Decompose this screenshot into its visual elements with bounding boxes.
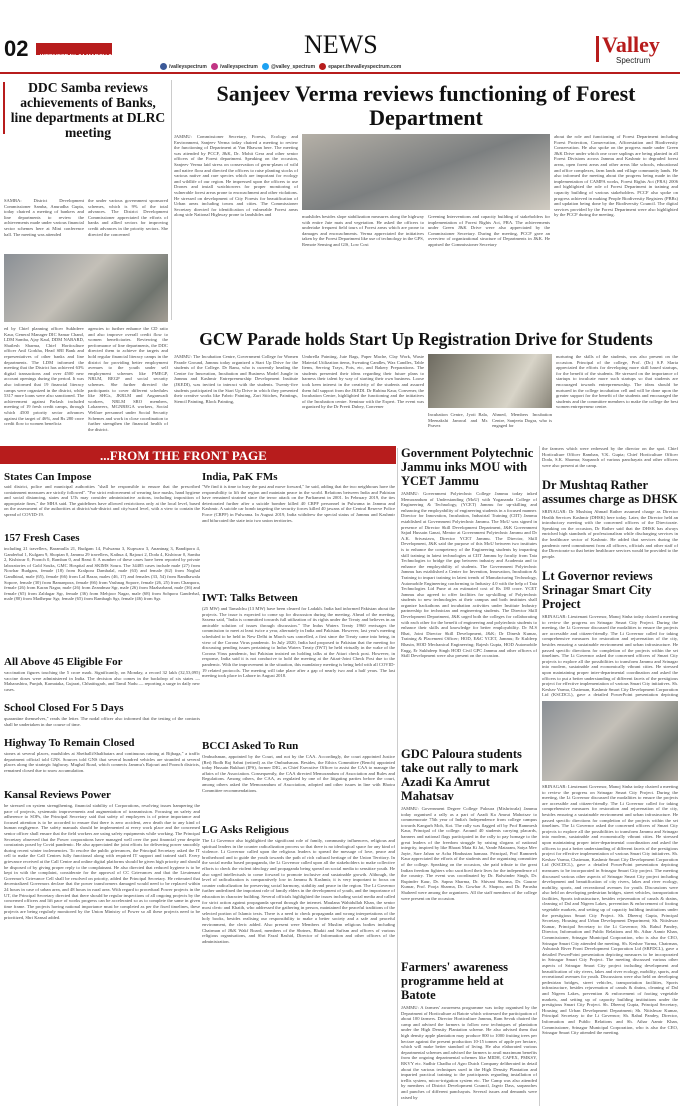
story-title: Farmers' awareness programme held at Batote	[401, 960, 509, 1002]
story-title: LG Asks Religious	[202, 824, 289, 836]
story-title: Government Polytechnic Jammu inks MOU with YCET Jammu	[401, 446, 534, 488]
story-text: (25 MW) and Tamalchu (13 MW) have been cleared for Ladakh. India had informed Pakistan about the projects. The issue is expected to come up for discussion during the meeting. Ahead of the meeting, Saxena said, "India is committed towards full utilization of its rights under the Treaty and believes in an amicable solution of issues through discussion." The Indus Waters Treaty 1960 envisages the commission to meet at least twice a year, alternately in India and Pakistan. However, last year's meeting scheduled to be held in New Delhi in March was cancelled, a first since the Treaty came into being, in view of the Corona Virus pandemic. In July 2020, India had proposed to Pakistan that the meeting for discussing pending issues pertaining to Indus Waters Treaty (IWT) be held virtually in the wake of the Corona Virus pandemic, but Pakistan insisted on holding talks at the Attari check post. However, in response, India said it is not conducive to hold the meeting at the Attari-Joint Check Post due to the pandemic. With the improvement in the situation, this mandatory meeting is being held with all COVID-19 related protocols. The meeting will take place after a gap of nearly two and a half years. The last meeting took place in Lahore in August 2018.	[202, 606, 395, 679]
left-story-text: agencies to further enhance the CD ratio and also improve overall credit flow to women beneficiaries. Reviewing the performance of line departments, the DDC directed them to achieve the targets and hold regular financial literacy camps in the district for providing better employment avenues to the youth under self employment schemes like PMEGP, NRLM, REGP and social security schemes. She further directed the participants to cover different schedules like SHGs, JKRLM and Anganwadi workers, NRLM SRO members, Lokanvers, MGNREGA workers, Social Welfare personnel under Social Security Schemes and work in close coordination to further strengthen the financial health of the district.	[88, 326, 168, 432]
section-title: NEWS	[304, 30, 378, 59]
front-page-banner	[0, 446, 396, 464]
story-title: GDC Paloura students take out rally to mark Azadi Ka Amrut Mahatsav	[401, 747, 522, 803]
story-title: IWT: Talks Between	[202, 592, 298, 604]
page-number: 02	[4, 36, 29, 61]
story-text: Ombudsman, appointed by the Court, and not by the CAA. Accordingly, the court appointed Justice (Ret) Bodh Raj Sahni (retired) as the Ombudsman. Besides, the Ethics Committee (Bench) appointed today Hussain Bukhari (IPS), former DIG, as Chief Executive Officer to assist the CAA to manage the affairs of the Association. Consequently, the CAA directed Memorandum of Association and Rules and Regulations. Among others, the CAA, as regulated by one of the litigating parties before the court, among others asked the Memorandum of Association, adopted and other issues in line with Bhotra Committee recommendations.	[202, 754, 395, 793]
story-text: SRINAGAR: Dr Mushtaq Ahmad Rather assumed charge as Director Health Services Kashmir (DHSK) here today. Later, the Director held an introductory meeting with the concerned officers of the Directorate. Speaking on the occasion, Dr Rather said that the DHSK has always enriched high standards of professionalism while discharging services in the healthcare sector of Kashmir. He added that services during the pandemic need commitment from all officers, officials and other staff of the Directorate so that better healthcare services would be provided to the people.	[542, 509, 678, 559]
front-page-label: ...FROM THE FRONT PAGE	[100, 448, 267, 463]
masthead	[0, 0, 680, 70]
gcw-caption: Incubation Centre, Jyoti Bala, Meenakshi Jamwal and Mr. Pravez	[428, 412, 488, 429]
story-text: stones at several places, mudslides at Shetballi/Shaltbatars and continuous raining at Bijbaga," a traffic department official told GNS. Sources told GNS that several hundred vehicles are stranded at several places along the strategic highway. Mughal Road, which connects Jammu's Rajouri and Poonch districts, remained closed due to snow accumulation.	[4, 751, 200, 773]
story-text: JAMMU: A farmers' awareness programme was today organised by the Department of Horticulture at Batote which witnessed the participation of about 100 farmers. Director Horticulture Jammu, Ram Sevak chaired the camp and advised the farmers to follow new techniques of plantation under the High Density Plantation scheme. He also advised them that high density apple plantation may produce 800 to 1000 fruiting trees per hectare against the present production 10-15 tonnes of apple per hectare, which will make better standard of living. He also elaborated various departmental schemes and advised the farmers to avail maximum benefits from the ongoing departmental schemes like MIDH, CAPEX, PMKSY, RKVY etc. Sudhir Chadha of Agro Dutch Company deliberated in detail about the various techniques used in the High Density Plantation and imparted practical training to the participants regarding installation of trellis system, micro-irrigation system etc. The Camp was also attended by members of District Development Council, Jagvir Dass, sarpanches and punches of different panchayats. Several issues and demands were raised by	[401, 1005, 537, 1100]
gcw-story-text: Umbrella Painting, Jute Bags, Paper Mache, Clay Work, Waste Material Utilization items, Sweating Candles, Wax Candles, Table Items, Serving Trays, Pots, etc, and Bakery Preparations. The students presented their ideas regarding their future plans to harness their talent by way of starting their own business. Loose took keen interest in the creativity of the students and assured them full support from the JKEDI. Dr Rubina Kaur, Convener, the Incubation Centre, highlighted the functioning and the initiatives of the Incubation centre. Seminar with the Expert. The event was organized by the Dr Preeti Dubey, Convener	[302, 354, 424, 410]
left-story-text: ed by Chief planning officer Sukhdeev Kaur, General Manager DIC Samar Chand, LDM Samba, Ajay Kaul, DDM NABARD, Shailesh Sharma, Chief Horticulture officer Anil Gorkha, Head SBI Bank and representatives of other banks and line departments. The LDM informed the meeting that the District has achieved 63% digital transactions and over 4500 new account openings during the period. It was also informed that 19 financial literacy camps were organized in the district, while 5317 more loans were also sanctioned. The achievement against Parlash included meeting of 19 fresh credit camps, through which 4500 priority sector advances against the target of 46%, and Rs 280 crore credit flow to women beneficia	[4, 326, 84, 427]
story-text: the farmers which were redressed by the director on the spot. Chief Horticulture Officer Ramban, V.K. Gupta; Chief Horticulture Officer Doda, S.K. Sharma; Sarpanch of various panchayats and other officers were also present at the camp.	[542, 446, 678, 468]
story-title: School Closed For 5 Days	[4, 702, 124, 714]
logo-bar	[596, 36, 599, 62]
story-text: said district, police and municipal authorities "shall be responsible to ensure that the prescribed containment measures are strictly followed". "For strict enforcement of wearing face masks, hand hygiene and social distancing, states and UTs may consider administrative actions, including imposition of appropriate fines," the MHA said. The guidelines have allowed restrictions only at the local level, based on the assessment of the authorities at district/sub-district and city/ward level, with a view to contain the spread of COVID-19.	[4, 484, 200, 517]
gcw-headline: GCW Parade holds Start Up Registration Drive for Students	[199, 329, 653, 349]
story-text: SRINAGAR: Lieutenant Governor, Manoj Sinha today chaired a meeting to review the progress on Srinagar Smart City Project. During the meeting, the Lt Governor discussed the modalities to ensure the projects are accessible and citizen-friendly. The Lt Governor called for taking comprehensive measures for restoration and rejuvenation of the city, besides ensuring a sustainable environment and urban infrastructure. He passed specific directions for completion of the projects within the set timelines. The Lt Governor asked the concerned officers of Smart City projects to explore all the possibilities to transform Jammu and Srinagar into modern, sustainable and economically vibrant cities. He stressed upon maintaining proper inter-departmental coordination and asked the officers to put a better understanding of different facets of the prestigious project for effective implementation of various Smart City initiatives. Sh. Keshav Varma, Chairman, Kashmir Smart City Development Corporation Ltd (KSCDCL), gave a detailed PowerPoint presentation depicting measures to be incorporated in Srinagar Smart City project. The meeting discussed various other aspects of Srinagar Smart City project including development and beautification of city rivers, lakes and river ecology, mobility, sports, and recreational avenues for youth. Discussions were also held on developing pedestrian bridges, street vehicles, transportation facilities, Sports infrastructure, besides rejuvenation of canals & drains, cleaning of Dal and Nigeen Lakes, prevention & enforcement of footing vegetable markets, and setting up of capacity building institutions under the prestigious Smart City Project. Sh. Dheeraj Gupta, Principal Secretary, Housing and Urban Development Department; Sh. Nitishwar Kumar, Principal Secretary to the Lt Governor; Sh. Rahul Pandey, Director, Information and Public Relations and Sh. Athar Aamir Khan, Commissioner, Srinagar Municipal Corporation, who is also the CEO, Srinagar Smart City attended the meeting. Sh. Keshav Varma, Chairman, Ashutosh River Front Development Corporation Ltd (SRFDCL), gave a detailed PowerPoint presentation depicting measures to be incorporated in Srinagar Smart City Project. The meeting discussed various other aspects of Srinagar Smart City project including development and beautification of city rivers, lakes and river ecology, mobility, sports, and recreational avenues for youth. Discussions were also held on developing pedestrian bridges, street vehicles, transportation facilities, Sports infrastructure, besides rejuvenation of canals & drains, cleaning of Dal and Nigeen Lakes, prevention & enforcement of footing vegetable markets, and setting up of capacity building institutions under the prestigious Smart City Project. Sh. Dheeraj Gupta, Principal Secretary, Housing and Urban Development Department; Sh. Nitishwar Kumar, Principal Secretary to the Lt Governor; Sh. Rahul Pandey, Director, Information and Public Relations and Sh. Athar Aamir Khan, Commissioner, Srinagar Municipal Corporation, who is also the CEO, Srinagar Smart City attended the meeting.	[542, 784, 678, 1036]
story-title: Lt Governor reviews Srinagar Smart City Project	[542, 569, 653, 611]
main-headline: Sanjeev Verma reviews functioning of Forest Department	[216, 81, 636, 130]
logo-sub: Spectrum	[616, 56, 651, 65]
gcw-photo	[428, 354, 552, 408]
epaper-icon	[319, 63, 326, 70]
story-text: "We find it is time to bury the past and move forward," he said, adding that the two neighbours have the responsibility to lift the region and maintain peace in the world. Relations between India and Pakistan have remained strained since the terror attack on the Parliament in 2001. In February 2019, the ties deteriorated further after a suicide bomber killed 40 CRPF personnel in Pulwama in Jammu and Kashmir. A suicide car bomb targeting the security forces killed 40 jawans of the Central Reserve Police Force (CRPF) in Pulwama. In August 2019, India withdrew the special status of Jammu and Kashmir and bifurcated the state into two union territories.	[202, 484, 395, 523]
story-title: Highway To Remain Closed	[4, 737, 135, 749]
header-rule	[0, 72, 680, 74]
main-story-text: JAMMU: Commissioner Secretary, Forests, Ecology and Environment, Sanjeev Verma today chaired a meeting to review the functioning of Department at Van Bhawan here. The meeting was attended by PCCF, J&K, Dr. Mohit Gera and other senior officers of the Forest department. Speaking on the occasion, Sanjeev Verma laid stress on conservation of germ-plasm of wild and native flora and directed the officers to raise planting stocks of various native and rare species which are important for ecology and wildlife of our region. He impressed upon the officers to use Drones and install watchtowers for proper monitoring of vulnerable forest areas prone to encroachment and other violations. He stressed on development of City Forests for beautification of Urban areas including towns and cities. The Commissioner Secretary directed for identification of vulnerable Forest areas along side National Highway prone to landslides and	[174, 134, 298, 218]
logo-main: Valley	[602, 32, 660, 57]
left-story-text: the under various government sponsored schemes, which is 9% of the total advances. The District Development Commissioner appreciated the efforts of banks and allied sectors for improving credit advances in the priority sectors. She directed the concerned	[88, 198, 168, 237]
logo	[596, 34, 676, 68]
story-text: quarantine themselves," reads the letter. The nodal officer also informed that the testing of the contacts shall be undertaken in due course of time.	[4, 716, 200, 727]
left-story-bar	[3, 82, 5, 134]
left-story-headline: DDC Samba reviews achievements of Banks, line departments at DLRC meeting	[10, 80, 166, 140]
story-title: Dr Mushtaq Rather assumes charge as DHSK	[542, 478, 678, 506]
main-story-text: about the role and functioning of Forest Department including Forest Protection, Conservation, Afforestation and Biodiversity Conservation. He also spoke on the progress made under Green J&K Drive under which one crore saplings are being planted in all Forest Divisions across Jammu and Kashmir to degraded forest areas, open forest areas and other areas like schools, educational and office complexes, farm lands and village community lands. He also informed the meeting about the progress being made in the implementation of CAMPA works, Forest Rights Act (FRA) 2006 and highlighted the role of Forest Department in training and capacity building of various stakeholders. PCCF also spoke on progress achieved in making People Biodiversity Registers (PBRs) and updation being done by the Biodiversity Council. The digital services provided by the Forest Department were also highlighted by the PCCF during the meeting.	[554, 134, 678, 218]
column-divider	[397, 448, 398, 1106]
left-story-text: SAMBA: District Development Commissioner Samba, Anuradha Gupta, today chaired a meeting of bankers and line departments to review the achievements made under various financial sector schemes here at Mini conference hall. The meeting was attended	[4, 198, 84, 237]
gcw-caption: Ahmed, Members Incubation Centre, Sanjeeta Dogra, who is engaged for	[492, 412, 552, 429]
front-col-c	[401, 446, 537, 1106]
story-text: JAMMU: Government Polytechnic College Jammu today inked Memorandum of Understanding (MoU) with Yogananda College of Engineering & Technology, (YCET) Jammu for up-skilling and enhancing the employability of engineering students in a focused manner. Director for Innovation, Incubation, Industrial Training (CIIT) Jammu established at Government Polytechnic Jammu. The MoU was signed in presence of Director Skill Development Department, J&K Government Sajad Hussain Ganai, Mentor at Government Polytechnic Jammu and Dr A.K. Srivastava, Director YCET Jammu. The Director, Skill Development, J&K said the purpose of this MoU between two institutes is to enhance the competency of the Engineering students by imparting skill training in latest technologies at CIIT Jammu by faculty from Tata Technologies to bridge the gap between industry and Academia and to enhance the employability of students. The Government Polytechnic Jammu has established a Center for Invention, Innovation, Incubation & Training to impart training in latest trends of Manufacturing Technology, Automobile Engineering conforming to Industry 4.0 with the help of Tata Technologies Ltd Pune at an estimated cost of Rs 180 crore. YCET Jammu also agreed to offer facilities for up-skilling of Polytechnic students to new technologies at their campus and both institutes shall organize hackathons and incubation activities under Institute Industry partnership for technician and engineering students. The Director Skill Development Department, J&K urged both the colleges for collaborating with each other for the benefit of engineering and polytechnic students to enhance their skills and knowledge for better employability. Dr M.S Bhat, Joint Director Skill Development, J&K; Dr Dinesh Kumar, Training & Placement Officer; HOD, E&C YCET, Jammu; Er Kuldeep Bhasin, HOD Mechanical Engineering; Rajesh Gupta, HOD Automobile Engg, Er Sukhdeep Singh HOD Civil GPC Jammu and other officers of Skill Development were also present on the occasion.	[401, 491, 537, 659]
story-text: including 21 travellers, Baramulla 21, Budgam 14, Pulwama 3, Kupwara 3, Anantnag 3, Bandipora 4, Ganderbal 1, Kulgam 9, Shopian 0, Jammu 29 travellers, Kathua 4, Rajouri 2, Doda 4, Kishtwar 0, Samba 2, Kishtwar 0, Poonch 0, Ramban 0, and Reasi 0. A number of these cases have been reported by private laboratories of Gold Souks, GMC Hospital and SKIMS Soura. The 34485 cases include male (27) from Nowhar Budgam, female (18) from Kralpora Damhalal, male (63) and female (62) from Noghal Gandhinal, male (65), female (66) from Lal Bazar, males (46, 17) and females (33, 54) from Randhawala Sopore, female (30) from Bamanpora, female (66) from Vashnag Sopore, female (26, 25) from Chanpora, female (26) from Karan Nagar, male (26) from Zeandmar Sgr, male (26) from Mazharband, male (36) and female (65) from Zaldagar Sgr, female (36) from Mehjoor Nagar, male (68) from Sohpora Ganderbal, male (80) from Madhepur Sgr, female (65) from Rambagh Sgr, female (46) from Sgr.	[4, 546, 200, 602]
column-divider	[539, 446, 540, 1106]
instagram-icon	[211, 63, 218, 70]
story-text: The Lt Governor also highlighted the significant role of family, community influencers, religious and spiritual leaders in the counter radicalization process so that there is no ideological space for any kind of violence. Lt Governor called upon the religious leaders to spread the message of love, peace and brotherhood and to guide the youth towards the path of rich cultural heritage of the Union Territory. In the social media based propaganda, the Lt Governor called upon all the stakeholders to make collective efforts to check the violent ideology and propaganda being spread on social media to sensitize youth. He also urged intellectuals to come forward to promote inclusive and sustainable growth. Although, the level of radicalization is comparatively low in Jammu & Kashmir, it is very important to focus on counter radicalization for preserving social harmony, stability and peace in the region. The Lt Governor further underlined the important role of family elders in the development of youth, and the importance of education in character building. Several officials highlighted the issues including social media and called for strict action against propaganda spread through the internet. Maulana Wahidullah Khan, the senior most cleric and Khatib, who addressed the gathering in person, maintained the peaceful traditions of the selected portion of Islamic texts. There is a need to check propaganda and wrong interpretations of the holy books, besides realising our responsibility to make a better society and a safe and peaceful environment, the cleric added. Also present were Members of Muslim religious bodies including Chairman of J&K Wakf Board, members of the Shrines, Bhakti and Sufism and officers of various religious organisations, and Shri Fazal Rashid, Director of Information and other officers of the administration.	[202, 838, 395, 944]
facebook-icon	[160, 63, 167, 70]
story-text: JAMMU: Government Degree College Paloura (Mishriwala) Jammu today organised a rally as a part of Azadi Ka Amrut Mahotsav to commemorate 75th year of India's Independence from college campus towards Kangarh Moh, Kot. The rally was flagged off by Prof Rammesh Kaur, Principal of the college. Around 40 students carrying placards, banners and national flags participated in the rally to pay homage to the great leaders of the freedom struggle by raising slogans of national integrity, inspired by like Bharat Mata Ki Jai, Vande Mataram, Satya Mev Jayte, Sare Jahan se Acha Hindustan hamara. Principal, Prof Ramneek Kaur appreciated the efforts of the students and the organizing committee of the college. Speaking on the occasion, she paid tribute to the great Indian freedom fighters who sacrificed their lives for the independence of the country. The event was coordinated by Dr. Balwinder Singh, Dr. Rupinder Kaur, Dr. Sapna Sharma, Dr. Shivani Sharma, Dr. Gaurav Kumar, Prof. Pooja Sharma, Dr. Gowhar A. Shapoo, and Dr. Parasha Shaheed were among the organizers. All the staff members of the college were present on the occasion.	[401, 806, 537, 901]
story-text: vaccination figures touching the 5 crore mark. Significantly, on Monday, a record 32 lakh (32,53,095) vaccine doses were administered in India. The decision also comes in the backdrop of six states — Maharashtra, Punjab, Karnataka, Gujarat, Chhattisgarh, and Tamil Nadu — reporting a surge in daily new cases.	[4, 670, 200, 692]
left-story	[0, 76, 170, 438]
story-text: SRINAGAR: Lieutenant Governor, Manoj Sinha today chaired a meeting to review the progress on Srinagar Smart City Project. During the meeting, the Lt Governor discussed the modalities to ensure the projects are accessible and citizen-friendly. The Lt Governor called for taking comprehensive measures for restoration and rejuvenation of the city, besides ensuring a sustainable environment and urban infrastructure. He passed specific directions for completion of the projects within the set timelines. The Lt Governor asked the concerned officers of Smart City projects to explore all the possibilities to transform Jammu and Srinagar into modern, sustainable and economically vibrant cities. He stressed upon maintaining proper inter-departmental coordination and asked the officers to put a better understanding of different facets of the prestigious project for effective implementation of various Smart City initiatives. Sh. Keshav Varma, Chairman, Kashmir Smart City Development Corporation Ltd (KSCDCL), gave a detailed PowerPoint presentation depicting	[542, 614, 678, 698]
column-divider	[171, 80, 172, 320]
story-title: India, PaK FMs	[202, 471, 278, 483]
left-story-photo	[4, 254, 168, 322]
story-title: Kansal Reviews Power	[4, 789, 111, 801]
story-title: States Can Impose	[4, 471, 92, 483]
story-title: All Above 45 Eligible For	[4, 656, 123, 668]
front-col-d	[542, 446, 678, 1106]
story-title: 157 Fresh Cases	[4, 532, 80, 544]
date-bar: WEDNESDAY, 24 MARCH 2021	[36, 43, 112, 55]
main-story-text: mudslides besides slope stabilization measures along the highway with entire Jute mats and vegetation. He asked the officers to undertake frequent field tours of Forest areas which are prone to damages and encroachments. Verma appreciated the initiatives taken by the Forest Department like use of technology in the GPS, Remote Sensing and GIS, Low Cost	[302, 214, 424, 247]
main-story-text: Greening Interventions and capacity building of stakeholders for implementation of Forest Rights Act, FRA. The achievements under Green J&K Drive were also appreciated by the Commissioner Secretary. During the meeting, PCCF gave an overview of organizational structure of Departments in J&K. He apprised the Commissioner Secretary	[428, 214, 550, 247]
front-col-b	[202, 470, 395, 1106]
front-col-a	[4, 470, 200, 1106]
main-story-photo	[302, 134, 550, 210]
gcw-story-text: JAMMU: The Incubation Centre, Government College for Women Parade Ground, Jammu today organized a Start Up Drive for the students of the College. Dr Ranu, who is currently heading the Centre for Innovation, Incubation and Business Model Jungle in Jammu and Kashmir Entrepreneurship Development Institute (JKEDI), was invited to interact with the students. Twenty-five students participated in the Start Up Drive in which they presented their creative works like Fabric Painting, Zari Stitches, Paintings, Stencil Painting, Block Painting,	[174, 354, 298, 404]
smart-city-photo	[542, 701, 678, 781]
story-text: be stressed on system strengthening, financial stability of Corporations, resolving issues hampering the pace of projects, systematic improvements and augmentation of transmission. Focusing on safety and adherence to SOPs, the Principal Secretary said that safety of employees is of prime importance and focused attention is to be accorded to ensure that there is zero accident, zero death due to any kind of human negligence. The safety manuals should be implemented at every work place and the concerned senior officer shall ensure that the field workers are using safety equipments while working. The Principal Secretary observed that the Power corporations have managed well over the past financial year despite constraints posed by Covid pandemic. He also appreciated the joint efforts for delivering power smoothly during recent winter inclemencies. To resolve the public grievances, the Principal Secretary asked the IT cell to make the Call Centres fully functional along with required IT support and trained staff. Every grievance received at the Call Centre and online digital platforms should be given high priority and should be disposed of by giving proper reply to the complainant. He also directed that reduced hygiene is to be kept in with the complaint, considerate for the approval of CC Grievances and that the Lieutenant Governor's Grievance Cell shall be resolved on priority, added the Principal Secretary. He reiterated that decentralized Governors declare that the power transformers damaged would need to be replaced within 24 hours in case of urban area, and 48 hours in rural area. With regard to procedural Power projects in the UT, the Principal Secretary directed that there should be regular inspections of all ongoing projects by the concerned officers and lift pace of works progress can be accelerated so as to complete the same in given time frame. The projects having national importance must be completed as per the fixed timelines, these projects are being regularly monitored by the Union Ministry of Power so all these projects need to be prioritized, Shri Kansal added.	[4, 803, 200, 920]
story-title: BCCI Asked To Run	[202, 740, 299, 752]
twitter-icon	[262, 63, 269, 70]
gcw-story-text: nurturing the skills of the students, was also present on the occasion. Principal of the college, Prof. (Dr.) S.P. Slaria appreciated the efforts for developing more skill based startups, for the benefit of the students. He stressed on the importance of startups to inculcate more such startups so that students are encouraged towards entrepreneurship. The ideas should be nurtured in the college incubation cell and will be done upon the greater support for the benefit of the students and encouraged the students and the committee members to make the college the best women entrepreneur centre.	[556, 354, 678, 410]
social-links: /valleyspectrum /valleyspectrum @valley_spectrum epaper.thevalleyspectrum.com	[160, 63, 401, 70]
